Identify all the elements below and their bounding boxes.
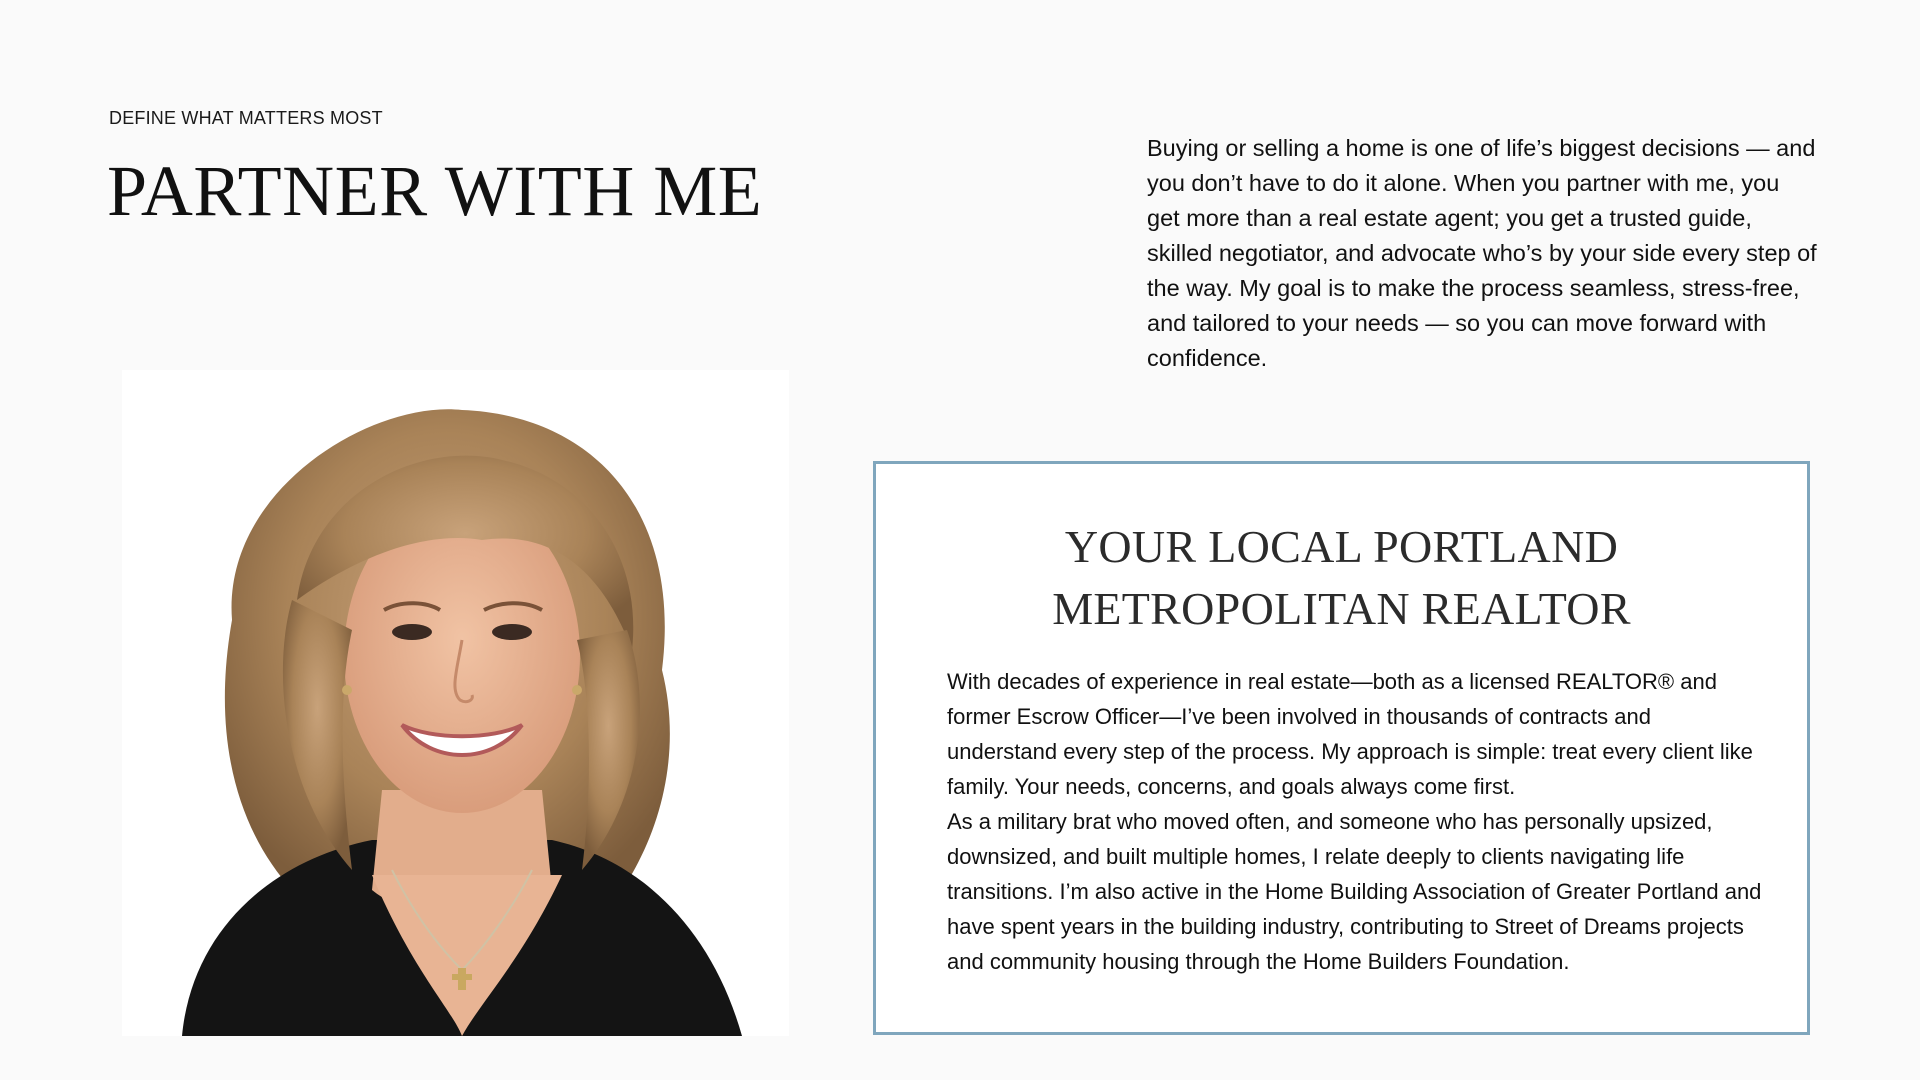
box-body	[947, 664, 1767, 979]
background-paragraph: As a military brat who moved often, and someone who has personally upsized, downsized, and built multiple homes, I relate deeply to clients navigating life transitions. I’m also active in the Home Building Association of Greater Portland and have spent years in the building industry, contributing to Street of Dreams projects and community housing through the Home Builders Foundation.	[947, 809, 1762, 974]
eyebrow-text: DEFINE WHAT MATTERS MOST	[109, 108, 383, 128]
intro-paragraph: Buying or selling a home is one of life’s biggest decisions — and you don’t have to do it alone. When you partner with me, you get more than a real estate agent; you get a trusted guide, skilled negotiator, and advocate who’s by your side every step of the way. My goal is to make the process seamless, stress-free, and tailored to your needs — so you can move forward with confidence.	[1147, 135, 1817, 371]
experience-paragraph: With decades of experience in real estate—both as a licensed REALTOR® and former Escrow Officer—I’ve been involved in thousands of contracts and understand every step of the process. My approach is simple: treat every client like family. Your needs, concerns, and goals always come first.	[947, 669, 1753, 799]
portrait-illustration	[122, 370, 789, 1036]
box-heading	[876, 516, 1807, 640]
box-heading-line-1: YOUR LOCAL PORTLAND	[1064, 521, 1619, 572]
realtor-info-box	[873, 461, 1810, 1035]
page-title: PARTNER WITH ME	[107, 151, 763, 231]
box-heading-line-2: METROPOLITAN REALTOR	[1052, 583, 1631, 634]
portrait-photo	[122, 370, 789, 1036]
